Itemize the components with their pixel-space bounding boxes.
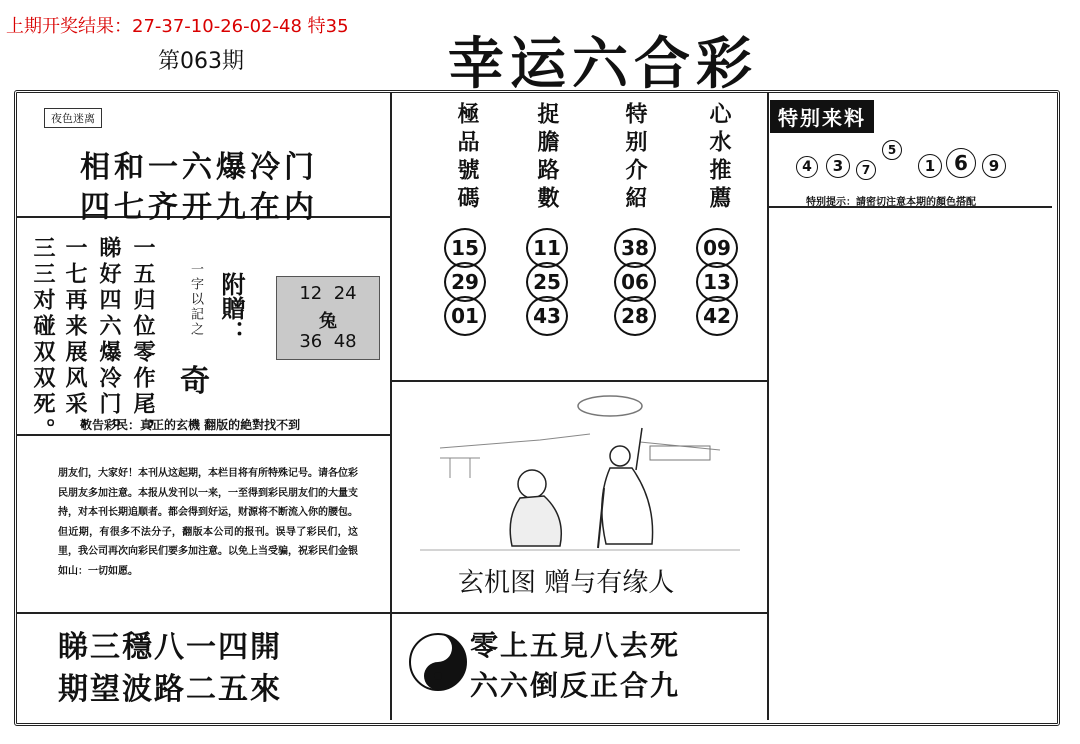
number-ball: 25 bbox=[526, 262, 568, 302]
divider-h3 bbox=[16, 612, 390, 614]
special-number: 5 bbox=[882, 140, 902, 160]
special-number: 6 bbox=[946, 148, 976, 178]
special-number: 1 bbox=[918, 154, 942, 178]
vertical-poem-col-1: 三三对碰双双死。 bbox=[30, 236, 56, 444]
bottom-right-line-1: 零上五見八去死 bbox=[470, 629, 681, 662]
poem-line-1: 相和一六爆冷门 bbox=[80, 150, 318, 185]
number-ball: 11 bbox=[526, 228, 568, 268]
number-ball: 38 bbox=[614, 228, 656, 268]
number-ball: 43 bbox=[526, 296, 568, 336]
recommend-title-2: 捉膽路數 bbox=[534, 102, 560, 214]
special-number: 9 bbox=[982, 154, 1006, 178]
last-result-text: 上期开奖结果：27-37-10-26-02-48 特35 bbox=[6, 16, 349, 37]
divider-h5 bbox=[392, 612, 767, 614]
bottom-right-line-2: 六六倒反正合九 bbox=[470, 669, 681, 702]
special-number: 3 bbox=[826, 154, 850, 178]
gift-numbers-row2: 36 48 bbox=[299, 331, 357, 352]
divider-h4 bbox=[392, 380, 767, 382]
number-ball: 01 bbox=[444, 296, 486, 336]
gift-answer: 奇 bbox=[180, 364, 210, 399]
number-ball: 09 bbox=[696, 228, 738, 268]
gift-box bbox=[276, 276, 380, 360]
special-header: 特别来料 bbox=[770, 100, 874, 133]
special-number: 4 bbox=[796, 156, 818, 178]
notice-text: 敬告彩民：真正的玄機 翻版的絶對找不到 bbox=[80, 418, 301, 432]
bottom-left-line-1: 睇三穩八一四開 bbox=[58, 630, 282, 665]
picture-caption: 玄机图 赠与有缘人 bbox=[458, 568, 675, 598]
yin-yang-icon bbox=[408, 632, 468, 692]
gift-zodiac: 兔 bbox=[319, 311, 337, 332]
gift-side-label: 一字以記之 bbox=[188, 262, 203, 337]
letter-text: 朋友们，大家好！本刊从这起期，本栏目将有所特殊记号。请各位彩民朋友多加注意。本报从发刊以一来，一至得到彩民朋友们的大量支持，对本刊长期追顺者。都会得到好运，财源将不断流入你的腰包。但近期，有很多不法分子，翻版本公司的报刊。误导了彩民们，这里，我公司再次向彩民们要多加注意。以免上当受骗，祝彩民们金银如山：一切如愿。 bbox=[58, 468, 358, 577]
vertical-poem-col-2: 一七再来展风采， bbox=[62, 236, 88, 444]
divider-right bbox=[767, 92, 769, 720]
number-ball: 15 bbox=[444, 228, 486, 268]
divider-left bbox=[390, 92, 392, 720]
gift-numbers-row1: 12 24 bbox=[299, 283, 357, 304]
number-ball: 42 bbox=[696, 296, 738, 336]
vertical-poem-col-4: 一五归位零作尾， bbox=[130, 236, 156, 444]
mystery-picture bbox=[420, 388, 740, 560]
poem-line-2: 四七齐开九在内 bbox=[80, 190, 318, 225]
gift-label: 附贈： bbox=[217, 272, 246, 344]
number-ball: 06 bbox=[614, 262, 656, 302]
vertical-poem-col-3: 睇好四六爆冷门。 bbox=[96, 236, 122, 444]
number-ball: 28 bbox=[614, 296, 656, 336]
recommend-title-4: 心水推薦 bbox=[706, 102, 732, 214]
number-ball: 29 bbox=[444, 262, 486, 302]
recommend-title-3: 特别介紹 bbox=[622, 102, 648, 214]
number-ball: 13 bbox=[696, 262, 738, 302]
bottom-left-line-2: 期望波路二五來 bbox=[58, 672, 282, 707]
page-title: 幸运六合彩 bbox=[448, 31, 758, 97]
recommend-title-1: 極品號碼 bbox=[454, 102, 480, 214]
special-tip: 特别提示：請密切注意本期的顏色搭配 bbox=[806, 197, 976, 208]
issue-number: 第063期 bbox=[158, 49, 244, 74]
section-tag: 夜色迷离 bbox=[44, 108, 102, 128]
special-number: 7 bbox=[856, 160, 876, 180]
